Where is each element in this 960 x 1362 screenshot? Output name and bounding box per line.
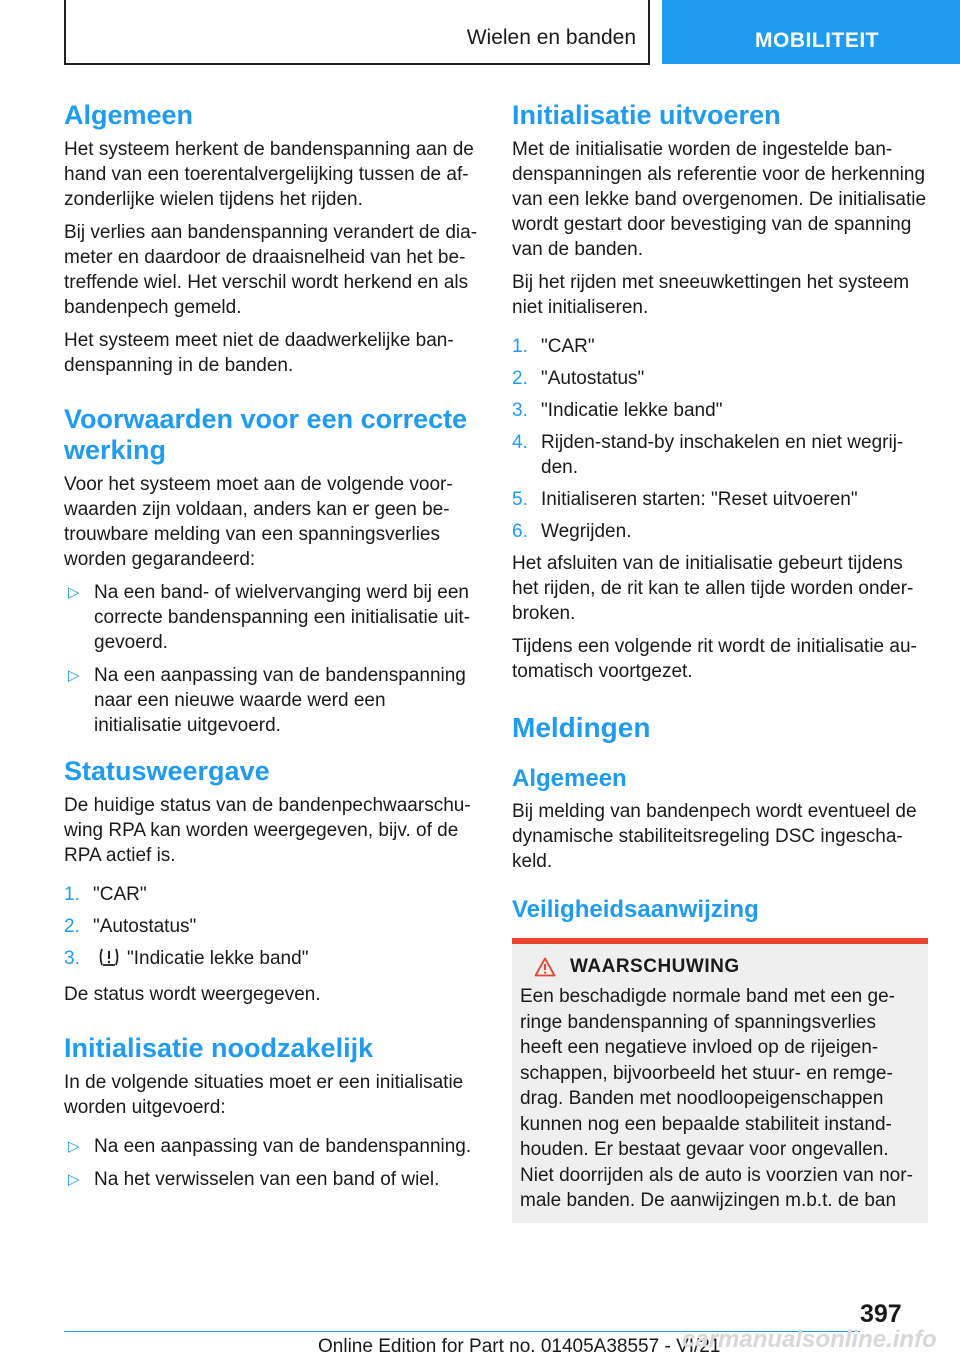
heading-initialisatie-uitvoeren: Initialisatie uitvoeren xyxy=(512,100,781,130)
warning-text: Een beschadigde normale band met een geringe bandenspanning of spanningsverlies heeft een negatieve invloed op de rijeigenschappen, bijvoorbeeld het stuur- en remgedrag. Banden met noodloopeigenschappen kunnen nog een bepaalde stabiliteit instandhouden. Er bestaat gevaar voor ongevallen. Niet doorrijden als de auto is voorzien van normale banden. De aanwijzingen m.b.t. de ban xyxy=(520,986,913,1211)
header-right-rule xyxy=(648,0,650,64)
page-number: 397 xyxy=(860,1300,902,1328)
paragraph: Bij melding van bandenpech wordt eventueel de dynamische stabiliteitsregeling DSC ingeschakeld. xyxy=(512,801,917,872)
paragraph: Bij verlies aan bandenspanning verandert de diameter en daardoor de draaisnelheid van het betreffende wiel. Het verschil wordt herkend en als bandenpech gemeld. xyxy=(64,222,478,318)
list-item: ▷ Na een aanpassing van de bandenspanning naar een nieuwe waarde werd een initialisatie uitgevoerd. xyxy=(68,665,466,736)
list-item: 3. "Indicatie lekke band" xyxy=(64,946,478,975)
warning-box xyxy=(512,944,928,1223)
paragraph: In de volgende situaties moet er een initialisatie worden uitgevoerd: xyxy=(64,1072,464,1118)
triangle-bullet-icon: ▷ xyxy=(68,667,80,684)
list-item: 4. Rijden-stand-by inschakelen en niet wegrijden. xyxy=(512,432,904,478)
left-column xyxy=(64,100,478,1200)
paragraph: Bij het rijden met sneeuwkettingen het systeem niet initialiseren. xyxy=(512,272,910,318)
heading-statusweergave: Statusweergave xyxy=(64,756,270,786)
init-steps xyxy=(512,334,928,544)
triangle-bullet-icon: ▷ xyxy=(68,1171,80,1188)
list-item: 2. "Autostatus" xyxy=(512,368,645,389)
header-left-rule xyxy=(64,0,66,64)
chapter-tab[interactable]: MOBILITEIT xyxy=(662,0,960,64)
subheading-veiligheidsaanwijzing: Veiligheidsaanwijzing xyxy=(512,896,759,923)
heading-initialisatie-noodzakelijk: Initialisatie noodzakelijk xyxy=(64,1033,374,1063)
list-item: 3. "Indicatie lekke band" xyxy=(512,400,723,421)
heading-voorwaarden: Voorwaarden voor een correcte werking xyxy=(64,404,468,465)
header-bottom-rule xyxy=(64,63,650,65)
paragraph: De status wordt weergegeven. xyxy=(64,984,321,1005)
list-item: ▷ Na een band- of wielvervanging werd bij een correcte bandenspanning een initialisatie uitgevoerd. xyxy=(68,582,471,653)
conditions-list xyxy=(64,580,478,738)
list-item: 6. Wegrijden. xyxy=(512,521,632,542)
footer-edition: Online Edition for Part no. 01405A38557 - VI/21 xyxy=(318,1336,721,1357)
heading-algemeen: Algemeen xyxy=(64,100,194,130)
init-situations-list xyxy=(64,1134,478,1192)
warning-triangle-icon xyxy=(534,957,556,977)
list-item: ▷ Na het verwisselen van een band of wiel. xyxy=(68,1169,440,1190)
list-item: 1. "CAR" xyxy=(512,336,595,357)
watermark: carmanualsonline.info xyxy=(682,1326,937,1353)
paragraph: Tijdens een volgende rit wordt de initialisatie automatisch voortgezet. xyxy=(512,636,917,682)
paragraph: Voor het systeem moet aan de volgende voorwaarden zijn voldaan, anders kan er geen betrouwbare melding van een spanningsverlies worden gegarandeerd: xyxy=(64,474,453,570)
list-item: 2. "Autostatus" xyxy=(64,916,197,937)
heading-meldingen: Meldingen xyxy=(512,712,651,743)
status-steps xyxy=(64,882,478,975)
list-item: 1. "CAR" xyxy=(64,884,147,905)
warning-heading: WAARSCHUWING xyxy=(520,956,920,978)
right-column xyxy=(512,100,928,1223)
paragraph: Het systeem herkent de bandenspanning aan de hand van een toerentalvergelijking tussen de afzonderlijke wielen tijdens het rijden. xyxy=(64,139,474,210)
triangle-bullet-icon: ▷ xyxy=(68,1138,80,1155)
paragraph: De huidige status van de bandenpechwaarschuwing RPA kan worden weergegeven, bijv. of de RPA actief is. xyxy=(64,795,471,866)
list-item: ▷ Na een aanpassing van de bandenspanning. xyxy=(68,1136,472,1157)
tire-warning-icon xyxy=(97,946,121,975)
subheading-algemeen: Algemeen xyxy=(512,765,627,792)
list-item: 5. Initialiseren starten: "Reset uitvoeren" xyxy=(512,489,858,510)
paragraph: Het afsluiten van de initialisatie gebeurt tijdens het rijden, de rit kan te allen tijde worden onderbroken. xyxy=(512,553,914,624)
section-title: Wielen en banden xyxy=(466,26,636,49)
triangle-bullet-icon: ▷ xyxy=(68,584,80,601)
paragraph: Het systeem meet niet de daadwerkelijke bandenspanning in de banden. xyxy=(64,330,454,376)
paragraph: Met de initialisatie worden de ingestelde bandenspanningen als referentie voor de herkenning van een lekke band overgenomen. De initialisatie wordt gestart door bevestiging van de spanning van de banden. xyxy=(512,139,927,260)
